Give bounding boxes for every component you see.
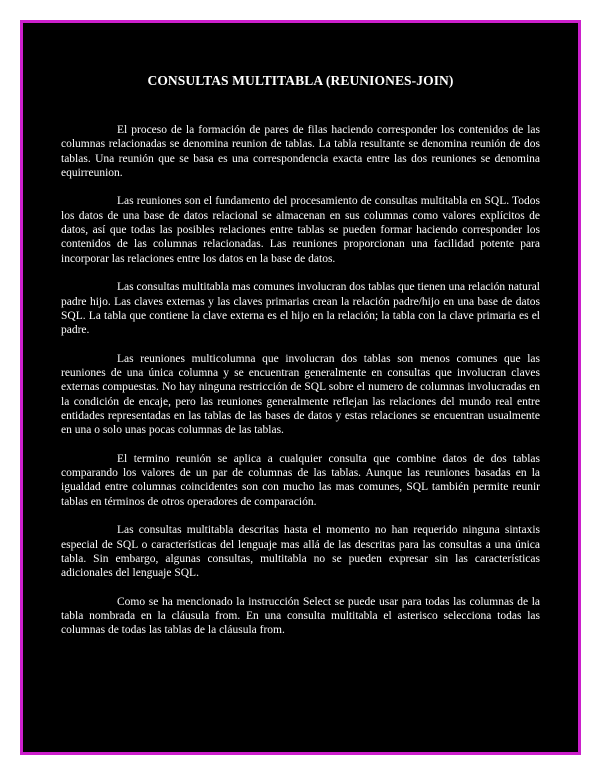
- paragraph: Las reuniones multicolumna que involucran dos tablas son menos comunes que las reuniones de una única columna y se encuentran generalmente en consultas que involucran claves externas compuestas. No hay ninguna restricción de SQL sobre el numero de columnas involucradas en la condición de encaje, pero las reuniones generalmente reflejan las relaciones del mundo real entre entidades representadas en las tablas de las bases de datos y estas relaciones se encuentran usualmente en una o solo unas pocas columnas de las tablas.: [61, 352, 540, 437]
- paragraph: Como se ha mencionado la instrucción Select se puede usar para todas las columnas de la tabla nombrada en la cláusula from. En una consulta multitabla el asterisco selecciona todas las columnas de todas las tablas de la cláusula from.: [61, 595, 540, 637]
- paragraph: Las reuniones son el fundamento del procesamiento de consultas multitabla en SQL. Todos los datos de una base de datos relacional se almacenan en sus columnas como valores explícitos de datos, así que todas las posibles relaciones entre tablas se pueden formar haciendo corresponder los contenidos de las columnas relacionadas. Las reuniones proporcionan una facilidad potente para incorporar las relaciones entre los datos en la base de datos.: [61, 195, 540, 265]
- document-body: [61, 123, 540, 652]
- paragraph: Las consultas multitabla mas comunes involucran dos tablas que tienen una relación natural padre hijo. Las claves externas y las claves primarias crean la relación padre/hijo en una base de datos SQL. La tabla que contiene la clave externa es el hijo en la relación; la tabla con la clave primaria es el padre.: [61, 281, 540, 337]
- paragraph: El termino reunión se aplica a cualquier consulta que combine datos de dos tablas comparando los valores de un par de columnas de las tablas. Aunque las reuniones basadas en la igualdad entre columnas coincidentes son con mucho las mas comunes, SQL también permite reunir tablas en términos de otros operadores de comparación.: [61, 452, 540, 508]
- paragraph: Las consultas multitabla descritas hasta el momento no han requerido ninguna sintaxis especial de SQL o características del lenguaje mas allá de las descritas para las consultas a una única tabla. Sin embargo, algunas consultas, multitabla no se pueden expresar sin las características adicionales del lenguaje SQL.: [61, 524, 540, 580]
- document-page: [20, 20, 581, 755]
- paragraph: El proceso de la formación de pares de filas haciendo corresponder los contenidos de las columnas relacionadas se denomina reunion de tablas. La tabla resultante se denomina reunión de dos tablas. Una reunión que se basa es una correspondencia exacta entre las dos reuniones se denomina equirreunion.: [61, 124, 540, 179]
- document-title: CONSULTAS MULTITABLA (REUNIONES-JOIN): [147, 73, 454, 88]
